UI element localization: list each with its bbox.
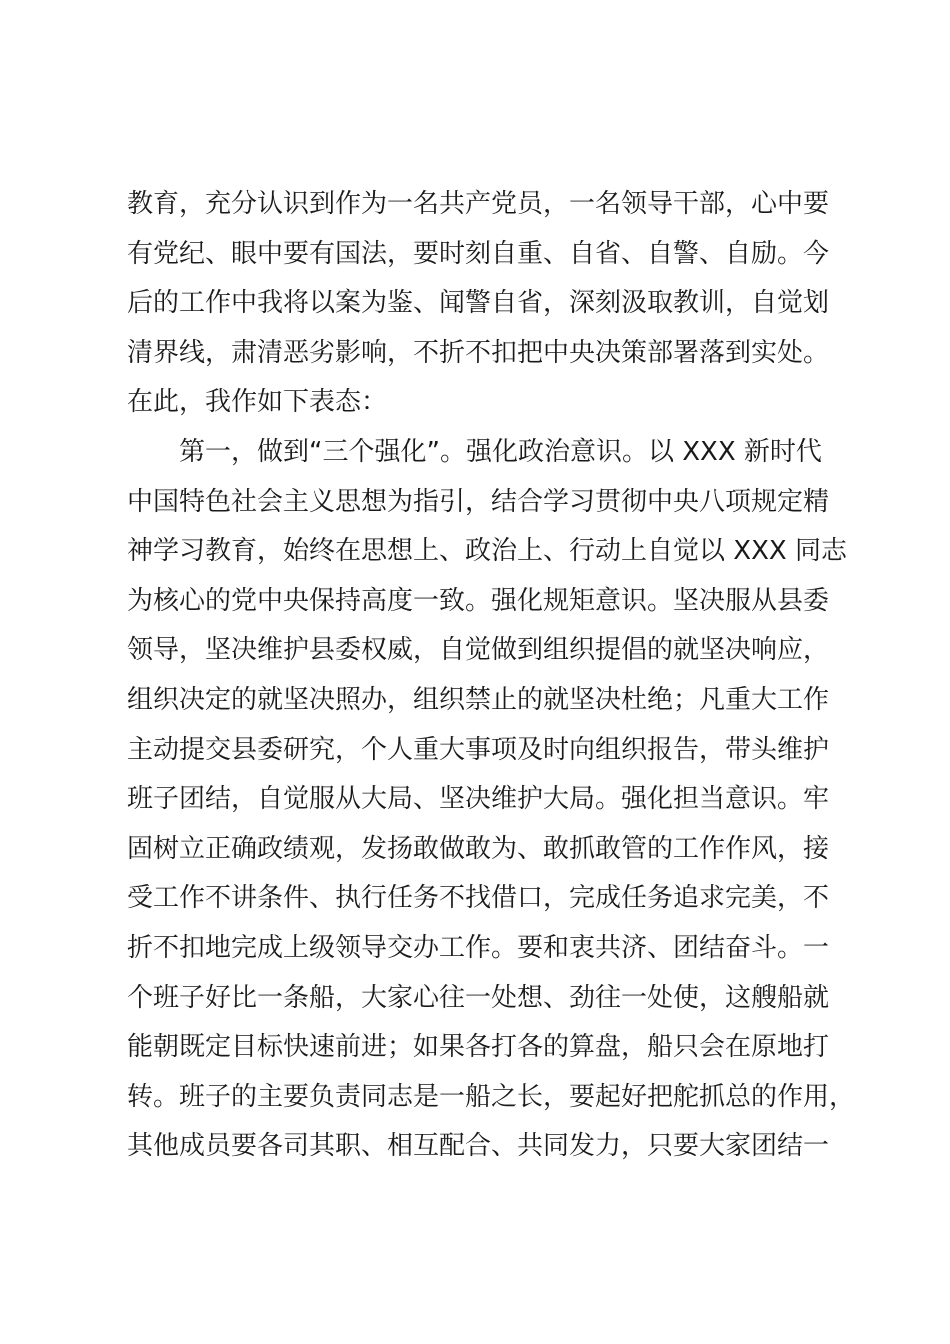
body-text [127, 180, 856, 1172]
text-line: 后的工作中我将以案为鉴、闻警自省，深刻汲取教训，自觉划 [127, 288, 830, 319]
text-line: 在此，我作如下表态： [127, 387, 388, 418]
text-line: 折不扣地完成上级领导交办工作。要和衷共济、团结奋斗。一 [127, 932, 830, 963]
text-line: 班子团结，自觉服从大局、坚决维护大局。强化担当意识。牢 [127, 784, 830, 815]
text-line: 能朝既定目标快速前进；如果各打各的算盘，船只会在原地打 [127, 1032, 830, 1063]
text-line: 主动提交县委研究，个人重大事项及时向组织报告，带头维护 [127, 734, 830, 765]
text-line: 转。班子的主要负责同志是一船之长，要起好把舵抓总的作用， [127, 1081, 856, 1112]
text-line: 受工作不讲条件、执行任务不找借口，完成任务追求完美，不 [127, 883, 830, 914]
text-line: 有党纪、眼中要有国法，要时刻自重、自省、自警、自励。今 [127, 238, 830, 269]
text-line: 教育，充分认识到作为一名共产党员，一名领导干部，心中要 [127, 189, 830, 219]
text-line: 清界线，肃清恶劣影响，不折不扣把中央决策部署落到实处。 [127, 337, 830, 368]
paragraph-start-line: 第一，做到“三个强化”。强化政治意识。以 XXX 新时代 [179, 436, 822, 467]
text-line: 中国特色社会主义思想为指引，结合学习贯彻中央八项规定精 [127, 486, 830, 517]
text-line: 其他成员要各司其职、相互配合、共同发力，只要大家团结一 [127, 1131, 830, 1162]
text-line: 组织决定的就坚决照办，组织禁止的就坚决杜绝；凡重大工作 [127, 684, 830, 715]
text-line: 神学习教育，始终在思想上、政治上、行动上自觉以 XXX 同志 [127, 536, 847, 567]
text-line: 领导，坚决维护县委权威，自觉做到组织提倡的就坚决响应， [127, 635, 830, 666]
text-line: 为核心的党中央保持高度一致。强化规矩意识。坚决服从县委 [127, 585, 830, 616]
text-line: 个班子好比一条船，大家心往一处想、劲往一处使，这艘船就 [127, 982, 830, 1013]
text-line: 固树立正确政绩观，发扬敢做敢为、敢抓敢管的工作作风，接 [127, 833, 830, 864]
